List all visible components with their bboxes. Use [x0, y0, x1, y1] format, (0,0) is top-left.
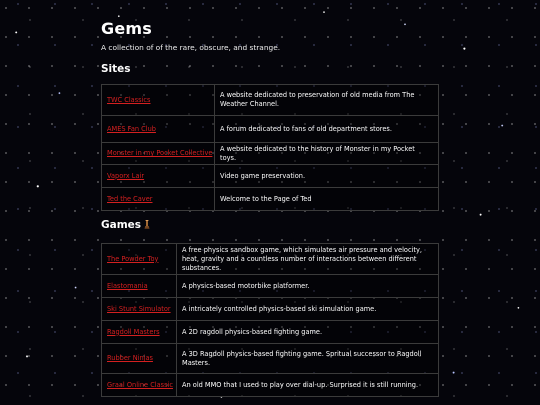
game-name-cell — [102, 321, 177, 344]
table-row — [102, 344, 439, 374]
site-description: A website dedicated to the history of Monster in my Pocket toys. — [215, 143, 439, 165]
table-row — [102, 298, 439, 321]
game-name-cell — [102, 374, 177, 397]
site-name-cell — [102, 85, 215, 116]
table-row — [102, 374, 439, 397]
game-name-cell — [102, 298, 177, 321]
table-row — [102, 275, 439, 298]
game-link-rubber-ninjas[interactable]: Rubber Ninjas — [107, 354, 153, 362]
sites-table — [101, 84, 439, 211]
table-row — [102, 321, 439, 344]
site-name-cell — [102, 188, 215, 211]
page-title: Gems — [101, 19, 152, 38]
game-description: A intricately controlled physics-based ski simulation game. — [177, 298, 439, 321]
site-description: Video game preservation. — [215, 165, 439, 188]
site-description: A forum dedicated to fans of old department stores. — [215, 116, 439, 143]
game-link-elastomania[interactable]: Elastomania — [107, 281, 148, 290]
table-row — [102, 165, 439, 188]
game-link-ragdoll-masters[interactable]: Ragdoll Masters — [107, 327, 160, 336]
site-name-cell — [102, 143, 215, 165]
games-heading — [101, 219, 150, 231]
game-link-ski-stunt-simulator[interactable]: Ski Stunt Simulator — [107, 304, 171, 313]
site-name-cell — [102, 165, 215, 188]
sites-heading-label: Sites — [101, 63, 131, 75]
game-link-the-powder-toy[interactable]: The Powder Toy — [107, 254, 159, 263]
game-name-cell — [102, 244, 177, 275]
game-description: A free physics sandbox game, which simulates air pressure and velocity, heat, gravity and a countless number of interactions between different substances. — [177, 244, 439, 275]
game-description: A 2D ragdoll physics-based fighting game. — [177, 321, 439, 344]
site-link-ames-fan-club[interactable]: AMES Fan Club — [107, 124, 156, 133]
game-link-graal-online-classic[interactable]: Graal Online Classic — [107, 380, 173, 389]
game-description: A 3D Ragdoll physics-based fighting game. Spritual successor to Ragdoll Masters. — [177, 344, 439, 374]
games-table — [101, 243, 439, 397]
table-row — [102, 116, 439, 143]
site-link-twc-classics[interactable]: TWC Classics — [107, 95, 151, 104]
table-row — [102, 85, 439, 116]
site-description: A website dedicated to preservation of old media from The Weather Channel. — [215, 85, 439, 116]
site-description: Welcome to the Page of Ted — [215, 188, 439, 211]
sites-heading — [101, 63, 131, 75]
game-description: An old MMO that I used to play over dial-up. Surprised it is still running. — [177, 374, 439, 397]
site-name-cell — [102, 116, 215, 143]
site-link-ted-the-caver[interactable]: Ted the Caver — [107, 194, 153, 203]
site-link-monster-in-my-pocket[interactable]: Monster in my Pocket Collective — [107, 149, 213, 157]
games-heading-label: Games — [101, 219, 142, 231]
trophy-icon — [144, 220, 150, 229]
game-description: A physics-based motorbike platformer. — [177, 275, 439, 298]
table-row — [102, 244, 439, 275]
page-subtitle: A collection of of the rare, obscure, and strange. — [101, 43, 281, 52]
game-name-cell — [102, 344, 177, 374]
site-link-vaporx-lair[interactable]: Vaporx Lair — [107, 171, 145, 180]
game-name-cell — [102, 275, 177, 298]
table-row — [102, 143, 439, 165]
table-row — [102, 188, 439, 211]
